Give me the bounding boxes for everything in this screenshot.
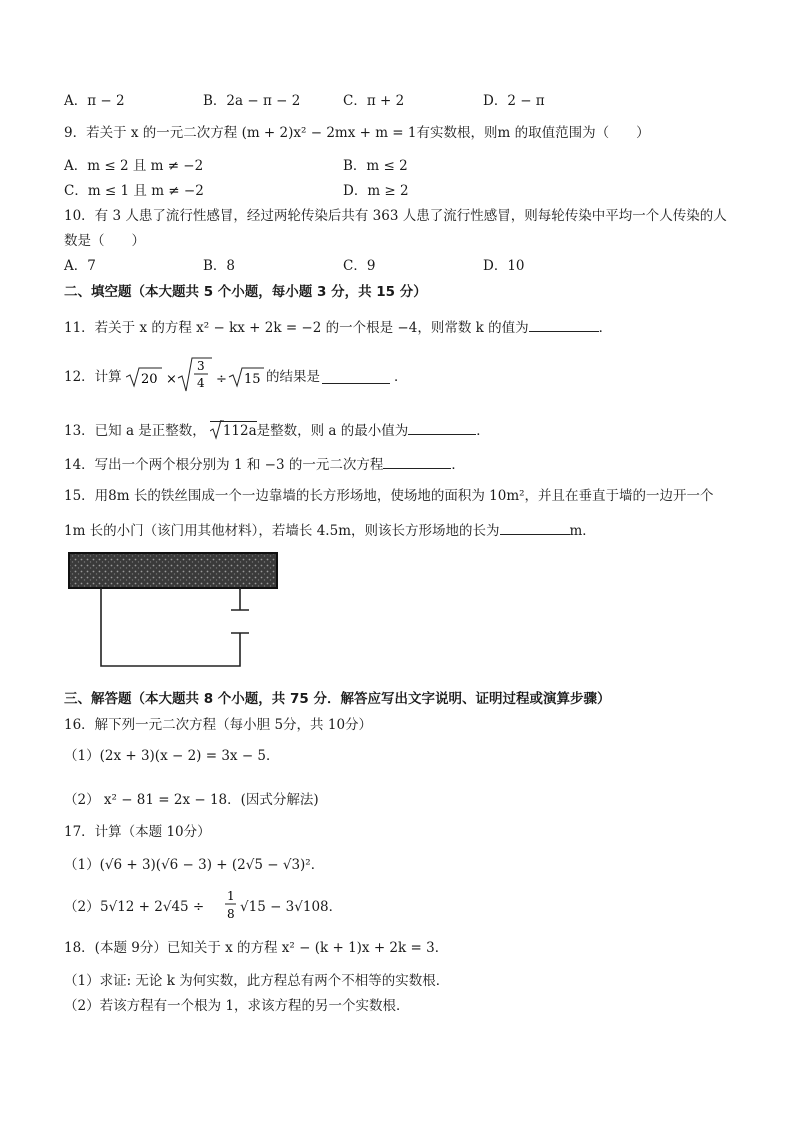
- q12-div: ÷: [216, 372, 227, 387]
- q17-frac-den: 8: [227, 907, 235, 921]
- q12-answer-blank[interactable]: [322, 369, 390, 384]
- q12-frac-num: 3: [197, 359, 205, 373]
- q9-option-d: D．m ≥ 2: [343, 183, 409, 199]
- q13-text-pre: 13．已知 a 是正整数，: [64, 423, 206, 439]
- q10-option-b: B．8: [203, 258, 236, 274]
- q17-part2-post: √15 − 3√108．: [240, 899, 343, 915]
- q18-stem: 18．(本题 9分）已知关于 x 的方程 x² − (k + 1)x + 2k = 3．: [64, 940, 449, 956]
- q10-option-a: A．7: [64, 258, 96, 274]
- q10-stem-line1: 10．有 3 人患了流行性感冒，经过两轮传染后共有 363 人患了流行性感冒，则每轮传染中平均一个人传染的人: [64, 208, 727, 224]
- q13-radicand: 112a: [222, 423, 257, 439]
- q18-part2: （2）若该方程有一个根为 1，求该方程的另一个实数根．: [64, 998, 410, 1014]
- q13-text-mid: 是整数，则 a 的最小值为: [256, 423, 409, 439]
- q15-line2: [64, 520, 596, 540]
- q9-option-c: C．m ≤ 1 且 m ≠ −2: [64, 183, 204, 199]
- q12-text: 的结果是: [266, 369, 320, 385]
- q17-frac-num: 1: [227, 889, 235, 903]
- q12-end: ．: [394, 369, 408, 385]
- q10-option-d: D．10: [483, 258, 525, 274]
- q9-stem: 9．若关于 x 的一元二次方程 (m + 2)x² − 2mx + m = 1有实数根，则m 的取值范围为（ ）: [64, 125, 650, 141]
- q16-part1: （1）(2x + 3)(x − 2) = 3x − 5．: [64, 748, 280, 764]
- section2-title: 二、填空题（本大题共 5 个小题，每小题 3 分，共 15 分）: [64, 284, 427, 300]
- q13-line: [64, 420, 490, 442]
- svg-text:×: ×: [166, 372, 177, 387]
- q16-stem: 16．解下列一元二次方程（每小胆 5分，共 10分）: [64, 717, 373, 733]
- q13-sqrt: [210, 421, 257, 440]
- q17-part1-label: （1）: [64, 857, 100, 873]
- q16-part2: （2） x² − 81 = 2x − 18．(因式分解法): [64, 792, 319, 808]
- q12-frac-den: 4: [197, 376, 205, 390]
- q14-text: 14．写出一个两个根分别为 1 和 −3 的一元二次方程: [64, 457, 384, 473]
- q11-text: 11．若关于 x 的方程 x² − kx + 2k = −2 的一个根是 −4，则常数 k 的值为: [64, 320, 529, 336]
- q13-answer-blank[interactable]: [408, 420, 476, 435]
- q10-option-c: C．9: [343, 258, 376, 274]
- q11-end: ．: [598, 320, 613, 336]
- q8-option-a: A．π − 2: [64, 93, 125, 109]
- q15-text: 1m 长的小门（该门用其他材料），若墙长 4.5m，则该长方形场地的长为: [64, 523, 500, 539]
- wall-shape: [69, 553, 277, 588]
- q9-option-a: A．m ≤ 2 且 m ≠ −2: [64, 158, 204, 174]
- q14-answer-blank[interactable]: [383, 454, 451, 469]
- q15-unit: m．: [569, 523, 596, 539]
- q15-field-diagram: [68, 552, 283, 672]
- q12-radicand-a: 20: [141, 372, 158, 387]
- fence-shape: [101, 588, 240, 666]
- q14-end: ．: [451, 457, 465, 473]
- q11-answer-blank[interactable]: [529, 317, 599, 332]
- q17-part1: [64, 856, 324, 874]
- q8-option-b: B．2a − π − 2: [203, 93, 301, 109]
- section3-title: 三、解答题（本大题共 8 个小题，共 75 分．解答应写出文字说明、证明过程或演算步骤）: [64, 691, 611, 707]
- q15-line1: 15．用8m 长的铁丝围成一个一边靠墙的长方形场地，使场地的面积为 10m²，并且在垂直于墙的一边开一个: [64, 488, 714, 504]
- q17-part1-expr: (√6 + 3)(√6 − 3) + (2√5 − √3)²．: [99, 857, 325, 873]
- q12-radicand-b: 15: [244, 372, 261, 387]
- q10-stem-line2: 数是（ ）: [64, 233, 145, 249]
- q17-part2-pre: 5√12 + 2√45 ÷: [100, 899, 205, 915]
- q15-answer-blank[interactable]: [500, 520, 570, 535]
- q11-line: [64, 317, 612, 337]
- q18-part1: （1）求证: 无论 k 为何实数，此方程总有两个不相等的实数根．: [64, 973, 450, 989]
- q17-part2-label: （2）: [64, 899, 100, 915]
- q17-stem: 17．计算（本题 10分）: [64, 824, 211, 840]
- q17-part2-fraction: [224, 888, 238, 922]
- q8-option-c: C．π + 2: [343, 93, 405, 109]
- q8-option-d: D．2 − π: [483, 93, 545, 109]
- q14-line: [64, 454, 465, 474]
- q12-label: 12．计算: [64, 369, 122, 385]
- q13-end: ．: [476, 423, 490, 439]
- q9-option-b: B．m ≤ 2: [343, 158, 408, 174]
